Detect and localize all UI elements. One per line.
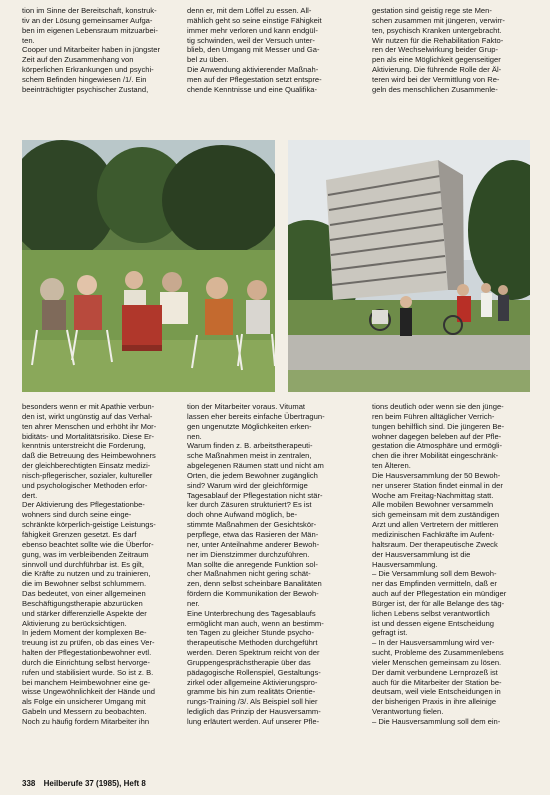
text-line: lassen eher bereits einfache Übertragun-: [187, 411, 325, 421]
photo-apartment-building: [288, 140, 530, 392]
text-line: der gleichberechtigten Einsatz medizi-: [22, 461, 151, 471]
text-line: ten Tagen zu gleicher Stunde psycho-: [187, 628, 314, 638]
text-line: ten, psychisch Kranken untergebracht.: [372, 25, 502, 35]
top-column-1: [22, 6, 177, 134]
text-line: biditäts- und Mortalitätsrisiko. Diese Er-: [22, 431, 155, 441]
text-line: Der Aktivierung des Pflegestationbe-: [22, 500, 145, 510]
text-line: besonders wenn er mit Apathie verbun-: [22, 402, 155, 411]
text-line: geln des menschlichen Zusammenle-: [372, 84, 498, 94]
text-line: Gruppengesprächstherapie über das: [187, 657, 311, 667]
text-line: lichen Lebens selbst verantwortlich: [372, 608, 490, 618]
text-line: tig schwinden, weil der Versuch unter-: [187, 35, 315, 45]
text-line: stimmte Maßnahmen der Gesichtskör-: [187, 520, 317, 530]
text-line: Aktivierung. Die führende Rolle der Äl-: [372, 65, 502, 75]
text-line: wisse Ungewöhnlichkeit der Hände und: [22, 687, 155, 697]
text-line: Arzt und allen Vertretern der mittleren: [372, 520, 499, 530]
top-column-3: [372, 6, 530, 134]
text-line: gestation sind geistig rege ste Men-: [372, 6, 492, 15]
bottom-column-1: [22, 402, 177, 778]
text-line: Die Anwendung aktivierender Maßnah-: [187, 65, 319, 75]
text-line: werden. Deren Spektrum reicht von der: [187, 648, 320, 658]
text-line: dert.: [22, 490, 38, 500]
text-line: ist und dessen eigene Entscheidung: [372, 618, 495, 628]
text-line: wohner dagegen beleben auf der Pfle-: [372, 431, 502, 441]
text-line: sich gemeinsam mit dem zuständigen: [372, 510, 500, 520]
text-line: lung erläutert werden. Auf unserer Pfle-: [187, 717, 320, 726]
text-line: Hausversammlung.: [372, 559, 438, 569]
text-line: rungs-Training /3/. Als Beispiel soll hier: [187, 697, 318, 707]
text-line: fördern die Kommunikation der Bewoh-: [187, 589, 319, 599]
text-line: sind? Warum wird der gleichförmige: [187, 480, 308, 490]
text-line: tion im Sinne der Bereitschaft, konstruk-: [22, 6, 157, 15]
text-line: zirkel oder allgemeine Aktivierungspro-: [187, 677, 318, 687]
text-line: ebenso beachtet sollte wie die Überfor-: [22, 539, 154, 549]
text-line: halten der Pflegestationbewohner evtl.: [22, 648, 152, 658]
text-line: nisch-pflegerischer, sozialer, kultureller: [22, 470, 153, 480]
text-line: Zeit auf den Zusammenhang von: [22, 55, 134, 65]
page-number: 338: [22, 779, 36, 788]
text-line: Wir nutzen für die Rehabilitation Fakto-: [372, 35, 504, 45]
text-line: ner, unter Anteilnahme anderer Bewoh-: [187, 539, 320, 549]
text-line: sinnvoll und durchführbar ist. Es gilt,: [22, 559, 144, 569]
text-line: wohners sind durch seine einge-: [22, 510, 132, 520]
text-line: und psychologischer Methoden erfor-: [22, 480, 148, 490]
text-line: zen, denn selbst scheinbare Banalitäten: [187, 579, 322, 589]
text-line: denn er, mit dem Löffel zu essen. All-: [187, 6, 312, 15]
text-line: sche Maßnahmen meist in zentralen,: [187, 451, 312, 461]
text-line: therapeutische Methoden durchgeführt: [187, 638, 318, 648]
text-line: als Folge ein unsicherer Umgang mit: [22, 697, 146, 707]
text-line: cher Maßnahmen nicht gering schät-: [187, 569, 311, 579]
text-line: nen.: [187, 431, 202, 441]
text-line: kenntnis unterstreicht die Forderung,: [22, 441, 146, 451]
text-line: gramme bis hin zum realitäts Orientie-: [187, 687, 316, 697]
text-line: ermöglicht man auch, wenn an bestimm-: [187, 618, 324, 628]
text-line: Tagesablauf der Pflegestation nicht stär-: [187, 490, 323, 500]
text-line: haltsraum. Der therapeutische Zweck: [372, 539, 498, 549]
text-line: ner unserer Station findet einmal in der: [372, 480, 503, 490]
text-line: Beschäftigungstherapie abzurücken: [22, 598, 143, 608]
text-line: – In der Hausversammlung wird ver-: [372, 638, 495, 648]
text-line: ner das Empfinden vermitteln, daß er: [372, 579, 497, 589]
text-line: gung, was im verbleibenden Zeitraum: [22, 549, 149, 559]
text-line: den ist, wirkt ungünstig auf das Verhal-: [22, 411, 153, 421]
text-line: blieb, den Umgang mit Messer und Ga-: [187, 45, 320, 55]
text-line: treuung ist zu prüfen, ob das eines Ver-: [22, 638, 155, 648]
text-line: tiv an der Lösung gemeinsamer Aufga-: [22, 15, 153, 25]
text-line: Aktivierung zu berücksichtigen.: [22, 618, 127, 628]
text-line: vieler Menschen gemeinsam zu lösen.: [372, 657, 502, 667]
text-line: ten ahrer Menschen und erhöht ihr Mor-: [22, 421, 157, 431]
text-line: abgelegenen Räumen statt und nicht am: [187, 461, 324, 471]
text-line: fähigkeit Grenzen gesetzt. Es darf: [22, 529, 137, 539]
text-line: mählich geht so seine einstige Fähigkeit: [187, 15, 322, 25]
top-column-2: [187, 6, 362, 134]
text-line: Alle mobilen Bewohner versammeln: [372, 500, 494, 510]
text-line: bel zu üben.: [187, 55, 229, 65]
text-line: der bisherigen Praxis in ihre alleinige: [372, 697, 497, 707]
text-line: ben im eigenen Lebensraum mitzuarbei-: [22, 25, 158, 35]
text-line: schränkte körperlich-geistige Leistungs-: [22, 520, 156, 530]
journal-reference: Heilberufe 37 (1985), Heft 8: [43, 779, 146, 788]
text-line: durch die Einrichtung selbst hervorge-: [22, 657, 150, 667]
text-line: ren beim Führen alltäglicher Verrich-: [372, 411, 495, 421]
text-line: – Die Hausversammlung soll dem ein-: [372, 717, 501, 726]
page-footer: [22, 779, 152, 788]
text-line: Woche am Freitag-Nachmittag statt.: [372, 490, 494, 500]
text-line: men auf der Pflegestation setzt entspre-: [187, 74, 322, 84]
text-line: Das bedeutet, von einer allgemeinen: [22, 589, 146, 599]
text-line: rufen und stabilisiert wurde. So ist z. B.: [22, 667, 154, 677]
text-line: chende Kenntnisse und eine Qualifika-: [187, 84, 318, 94]
text-line: – Die Versammlung soll dem Bewoh-: [372, 569, 497, 579]
bottom-column-3: [372, 402, 530, 778]
text-line: ner.: [187, 598, 200, 608]
text-line: deutsam, weil viele Entscheidungen in: [372, 687, 501, 697]
text-line: Cooper und Mitarbeiter haben in jüngster: [22, 45, 161, 55]
text-line: In jedem Moment der komplexen Be-: [22, 628, 147, 638]
text-line: Verantwortung fielen.: [372, 707, 444, 717]
text-line: und stärker differenzielle Aspekte der: [22, 608, 147, 618]
text-line: schen zusammen mit jüngeren, verwirr-: [372, 15, 505, 25]
text-line: schem Befinden hingewiesen /1/. Ein: [22, 74, 147, 84]
text-line: pen als eine Möglichkeit gegenseitiger: [372, 55, 501, 65]
text-line: Bürger ist, der für alle Belange des täg-: [372, 598, 505, 608]
text-line: Noch zu häufig fordern Mitarbeiter ihn: [22, 717, 150, 726]
text-line: bei manchem Heimbewohner eine ge-: [22, 677, 151, 687]
text-line: medizinischen Fachkräfte im Aufent-: [372, 529, 495, 539]
text-line: tions deutlich oder wenn sie den jünge-: [372, 402, 504, 411]
text-line: beeinträchtigter psychischer Zustand,: [22, 84, 149, 94]
text-line: die im Bewohner selbst schlummern.: [22, 579, 147, 589]
text-line: immer mehr verloren und kann endgül-: [187, 25, 318, 35]
text-line: Eine Unterbrechung des Tagesablaufs: [187, 608, 316, 618]
text-line: teren wird bei der Vermittlung von Re-: [372, 74, 500, 84]
text-line: pädagogische Rollenspiel, Gestaltungs-: [187, 667, 321, 677]
text-line: gen ungenutzte Möglichkeiten erken-: [187, 421, 312, 431]
text-line: Man sollte die anregende Funktion sol-: [187, 559, 318, 569]
text-line: perpflege, etwa das Rasieren der Män-: [187, 529, 319, 539]
text-line: Gabeln und Messern zu beobachten.: [22, 707, 147, 717]
text-line: gestation die Atmosphäre und ermögli-: [372, 441, 503, 451]
text-line: Die Hausversammlung der 50 Bewoh-: [372, 470, 501, 480]
text-line: gefragt ist.: [372, 628, 408, 638]
text-line: lediglich das Prinzip der Hausversamm-: [187, 707, 321, 717]
text-line: körperlichen Erkrankungen und psychi-: [22, 65, 154, 75]
text-line: ner im Dienstzimmer durchzuführen.: [187, 549, 310, 559]
text-line: tion der Mitarbeiter voraus. Vitumat: [187, 402, 306, 411]
text-line: auch auf der Pflegestation ein mündiger: [372, 589, 507, 599]
text-line: doch ohne Aufwand möglich, be-: [187, 510, 298, 520]
text-line: tungen behilflich sind. Die jüngeren Be-: [372, 421, 505, 431]
text-line: der Hausversammlung ist die: [372, 549, 471, 559]
text-line: ren der Wechselwirkung beider Grup-: [372, 45, 499, 55]
text-line: ten Älteren.: [372, 461, 411, 471]
text-line: ker durch Zäsuren strukturiert? Es ist: [187, 500, 312, 510]
text-line: sucht, Probleme des Zusammenlebens: [372, 648, 504, 658]
bottom-column-2: [187, 402, 362, 778]
text-line: chen die ihrer Mobilität eingeschränk-: [372, 451, 499, 461]
text-line: ten.: [22, 35, 35, 45]
text-line: Orten, die jedem Bewohner zugänglich: [187, 470, 318, 480]
text-line: Der damit verbundene Lernprozeß ist: [372, 667, 498, 677]
text-line: Warum finden z. B. arbeitstherapeuti-: [187, 441, 313, 451]
text-line: die Kräfte zu nutzen und zu trainieren,: [22, 569, 151, 579]
text-line: auch für die Mitarbeiter der Station be-: [372, 677, 502, 687]
text-line: daß die Betreuung des Heimbewohners: [22, 451, 156, 461]
photo-garden-group: [22, 140, 275, 392]
